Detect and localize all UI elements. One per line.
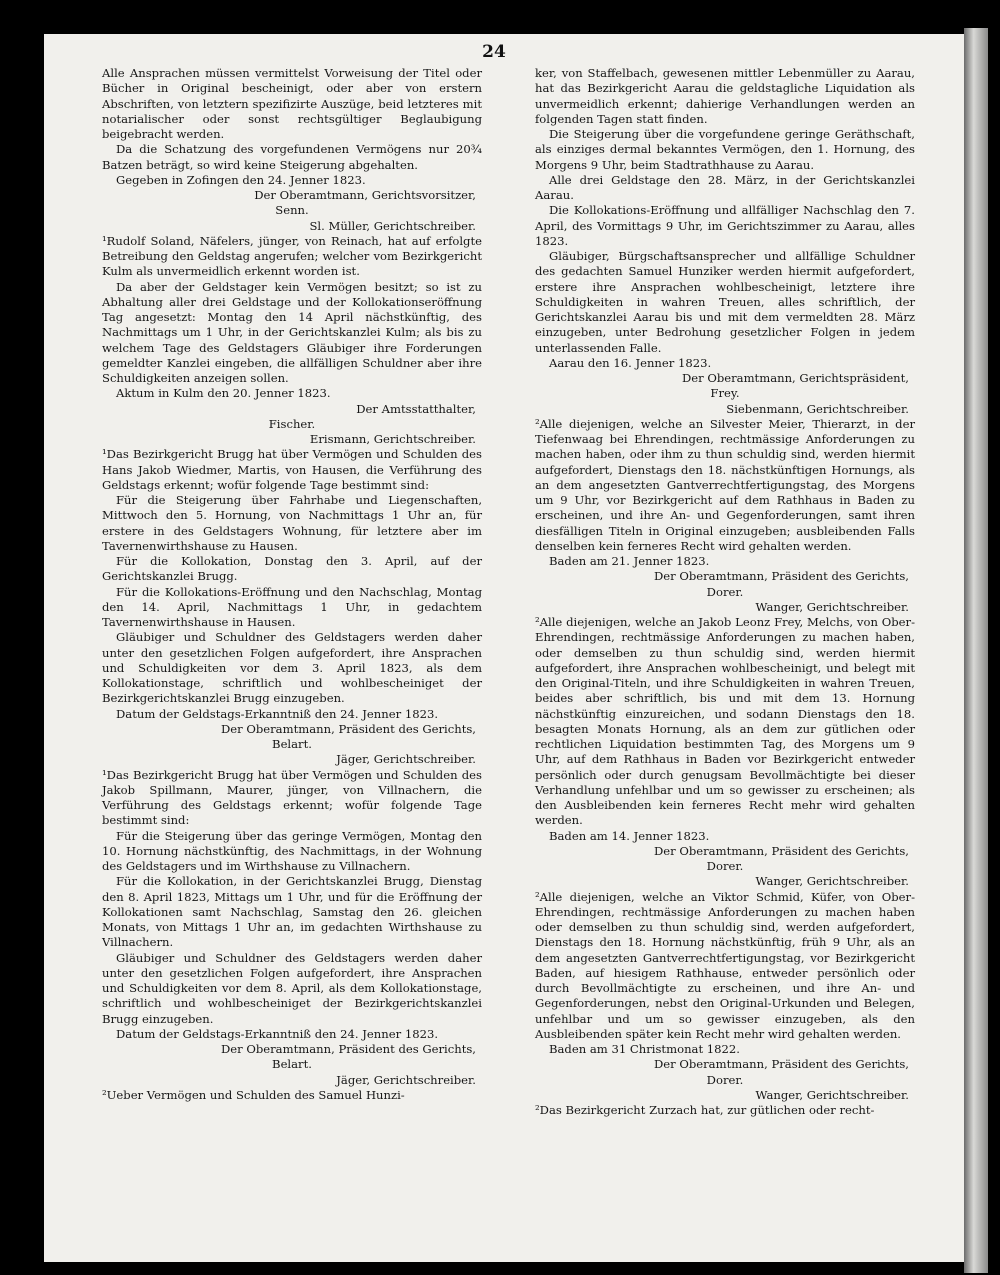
right-column-paragraph: Dorer. [706,859,744,873]
right-column-paragraph: ²Alle diejenigen, welche an Silvester Meier, Thierarzt, in der Tiefenwaag bei Ehrendingen, rechtmässige Anforderungen zu machen haben, oder ihm zu thun schuldig sind, werden hiermit aufgefordert, Dienstags den 18. nächstkünftigen Hornungs, als an dem angesetzten Gantverrechtfertigungstag, des Morgens um 9 Uhr, vor Bezirkgericht auf dem Rathhaus in Baden zu erscheinen, und ihre An- und Gegenforderungen, samt ihren diesfälligen Titeln in Original einzugeben; ausbleibenden Falls denselben kein ferneres Recht wird gehalten werden. [535,416,915,553]
left-column-paragraph: Der Oberamtmann, Gerichtsvorsitzer, [254,188,476,202]
left-column-paragraph: Für die Kollokation, Donstag den 3. April, auf der Gerichtskanzlei Brugg. [102,554,482,584]
left-column-paragraph: Belart. [272,737,312,751]
right-column-paragraph: ²Alle diejenigen, welche an Viktor Schmid, Küfer, von Ober-Ehrendingen, rechtmässige Anforderungen zu machen haben oder demselben zu thun schuldig sind, werden aufgefordert, Dienstags den 18. Hornung nächstkünftig, früh 9 Uhr, als an dem angesetzten Gantverrechtfertigungstag, vor Bezirkgericht Baden, auf hiesigem Rathhause, entweder persönlich oder durch Bevollmächtigte zu erscheinen, und ihre An- und Gegenforderungen, nebst den Original-Urkunden und Belegen, unfehlbar und um so gewisser einzugeben, als den Ausbleibenden später kein Recht mehr wird gehalten werden. [535,889,915,1041]
left-column-paragraph: Jäger, Gerichtschreiber. [336,1072,476,1087]
left-column-paragraph: Der Amtsstatthalter, [356,401,476,416]
right-column-paragraph: Wanger, Gerichtschreiber. [755,599,909,614]
left-column-paragraph: Für die Kollokation, in der Gerichtskanzlei Brugg, Dienstag den 8. April 1823, Mittags um 1 Uhr, und für die Eröffnung der Kollokationen samt Nachschlag, Samstag den 26. gleichen Monats, von Mittags 1 Uhr an, im gedachten Wirthshause zu Villnachern. [102,874,482,950]
page-edge [964,28,988,1273]
right-column-paragraph: Frey. [710,386,740,401]
left-column-paragraph: Gläubiger und Schuldner des Geldstagers werden daher unter den gesetzlichen Folgen aufgefordert, ihre Ansprachen und Schuldigkeiten vor dem 3. April 1823, als dem Kollokationstage, schriftlich und wohlbescheiniget der Bezirkgerichtskanzlei Brugg einzugeben. [102,630,482,706]
right-column-paragraph: Die Kollokations-Eröffnung und allfälliger Nachschlag den 7. April, des Vormittags 9 Uhr, im Gerichtszimmer zu Aarau, alles 1823. [535,203,915,248]
left-column-paragraph: ²Ueber Vermögen und Schulden des Samuel Hunzi- [102,1087,405,1102]
left-column-paragraph: ¹Rudolf Soland, Näfelers, jünger, von Reinach, hat auf erfolgte Betreibung den Geldstag angerufen; welcher vom Bezirkgericht Kulm als unvermeidlich erkennt worden ist. [102,233,482,279]
left-column-paragraph: Alle Ansprachen müssen vermittelst Vorweisung der Titel oder Bücher in Original bescheinigt, oder aber von erstern Abschriften, von letztern spezifizirte Auszüge, beid letzteres mit notarialischer oder sonst rechtsgültiger Beglaubigung beigebracht werden. [102,66,482,141]
left-column-paragraph: Für die Steigerung über Fahrhabe und Liegenschaften, Mittwoch den 5. Hornung, von Nachmittags 1 Uhr an, für erstere in des Geldstagers Wohnung, für letztere aber im Tavernenwirthshause zu Hausen. [102,493,482,553]
right-column-paragraph: Siebenmann, Gerichtschreiber. [726,401,909,416]
left-column [102,66,482,1103]
right-column-paragraph: Dorer. [706,584,744,599]
left-column-paragraph: Für die Kollokations-Eröffnung und den Nachschlag, Montag den 14. April, Nachmittags 1 Uhr, in gedachtem Tavernenwirthshause in Hausen. [102,584,482,629]
right-column-paragraph: Aarau den 16. Jenner 1823. [549,355,712,370]
right-column-paragraph: Baden am 21. Jenner 1823. [549,554,710,568]
right-column-paragraph: Wanger, Gerichtschreiber. [755,874,909,889]
left-column-paragraph: Da aber der Geldstager kein Vermögen besitzt; so ist zu Abhaltung aller drei Geldstage und der Kollokationseröffnung Tag angesetzt: Montag den 14 April nächstkünftig, des Nachmittags um 1 Uhr, in der Gerichtskanzlei Kulm; als bis zu welchem Tage des Geldstagers Gläubiger ihre Forderungen gemeldter Kanzlei eingeben, die allfälligen Schuldner aber ihre Schuldigkeiten anzeigen sollen. [102,279,482,385]
left-column-paragraph: Datum der Geldstags-Erkanntniß den 24. Jenner 1823. [116,1026,439,1041]
left-column-paragraph: Aktum in Kulm den 20. Jenner 1823. [116,386,331,401]
right-column-paragraph: Wanger, Gerichtschreiber. [755,1087,909,1102]
left-column-paragraph: Senn. [275,203,309,218]
right-column-paragraph: ker, von Staffelbach, gewesenen mittler Lebenmüller zu Aarau, hat das Bezirkgericht Aarau die geldstagliche Liquidation als unvermeidlich erkennt; dahierige Verhandlungen werden an folgenden Tagen statt finden. [535,66,915,126]
right-column-paragraph: Der Oberamtmann, Präsident des Gerichts, [653,843,909,858]
right-column-paragraph: Die Steigerung über die vorgefundene geringe Geräthschaft, als einziges dermal bekanntes Vermögen, den 1. Hornung, des Morgens 9 Uhr, beim Stadtrathhause zu Aarau. [535,127,915,172]
right-column [535,66,915,1118]
left-column-paragraph: Der Oberamtmann, Präsident des Gerichts, [220,1042,476,1056]
left-column-paragraph: Gegeben in Zofingen den 24. Jenner 1823. [116,172,366,187]
right-column-paragraph: Der Oberamtmann, Präsident des Gerichts, [653,569,909,584]
left-column-paragraph: Da die Schatzung des vorgefundenen Vermögens nur 20¾ Batzen beträgt, so wird keine Steigerung abgehalten. [102,142,482,172]
left-column-paragraph: Für die Steigerung über das geringe Vermögen, Montag den 10. Hornung nächstkünftig, des Nachmittags, in der Wohnung des Geldstagers und im Wirthshause zu Villnachern. [102,828,482,873]
left-column-paragraph: Fischer. [268,416,316,431]
left-column-paragraph: Erismann, Gerichtschreiber. [309,432,476,446]
left-column-paragraph: Belart. [272,1057,312,1072]
right-column-paragraph: ²Alle diejenigen, welche an Jakob Leonz Frey, Melchs, von Ober-Ehrendingen, rechtmässige Anforderungen zu machen haben, oder demselben zu thun schuldig sind, werden hiermit aufgefordert, ihre Ansprachen wohlbescheinigt, und belegt mit den Original-Titeln, und ihre Schuldigkeiten in wahren Treuen, beides aber schriftlich, bis und mit dem 13. Hornung nächstkünftig einzureichen, und sodann Dienstags den 18. besagten Monats Hornung, als an dem zur gütlichen oder rechtlichen Liquidation bestimmten Tag, des Morgens um 9 Uhr, auf dem Rathhaus in Baden vor Bezirkgericht entweder persönlich oder durch genugsam Bevollmächtigte bei dieser Verhandlung unfehlbar und um so gewisser zu erscheinen; als den Ausbleibenden kein ferneres Recht mehr wird gehalten werden. [535,615,915,828]
left-column-paragraph: Der Oberamtmann, Präsident des Gerichts, [220,721,476,736]
right-column-paragraph: ²Das Bezirkgericht Zurzach hat, zur gütlichen oder recht- [535,1103,875,1117]
left-column-paragraph: ¹Das Bezirkgericht Brugg hat über Vermögen und Schulden des Hans Jakob Wiedmer, Martis, von Hausen, die Verführung des Geldstags erkennt; wofür folgende Tage bestimmt sind: [102,447,482,492]
left-column-paragraph: Datum der Geldstags-Erkanntniß den 24. Jenner 1823. [116,706,439,721]
right-column-paragraph: Der Oberamtmann, Präsident des Gerichts, [653,1057,909,1072]
right-column-paragraph: Alle drei Geldstage den 28. März, in der Gerichtskanzlei Aarau. [535,172,915,202]
right-column-paragraph: Gläubiger, Bürgschaftsansprecher und allfällige Schuldner des gedachten Samuel Hunziker werden hiermit aufgefordert, erstere ihre Ansprachen wohlbescheinigt, letztere ihre Schuldigkeiten in wahren Treuen, alles schriftlich, der Gerichtskanzlei Aarau bis und mit dem vermeldten 28. März einzugeben, unter Bedrohung gesetzlicher Folgen in jedem unterlassenden Falle. [535,249,915,355]
left-column-paragraph: ¹Das Bezirkgericht Brugg hat über Vermögen und Schulden des Jakob Spillmann, Maurer, jünger, von Villnachern, die Verführung des Geldstags erkennt; wofür folgende Tage bestimmt sind: [102,767,482,828]
right-column-paragraph: Baden am 31 Christmonat 1822. [549,1042,740,1056]
right-column-paragraph: Der Oberamtmann, Gerichtspräsident, [681,371,909,385]
left-column-paragraph: Jäger, Gerichtschreiber. [336,752,476,767]
right-column-paragraph: Baden am 14. Jenner 1823. [549,828,710,843]
left-column-paragraph: Gläubiger und Schuldner des Geldstagers werden daher unter den gesetzlichen Folgen aufgefordert, ihre Ansprachen und Schuldigkeiten vor dem 8. April, als dem Kollokationstage, schriftlich und wohlbescheiniget der Bezirkgerichtskanzlei Brugg einzugeben. [102,950,482,1026]
page-number: 24 [482,42,506,62]
right-column-paragraph: Dorer. [706,1072,744,1087]
left-column-paragraph: Sl. Müller, Gerichtschreiber. [309,218,476,233]
